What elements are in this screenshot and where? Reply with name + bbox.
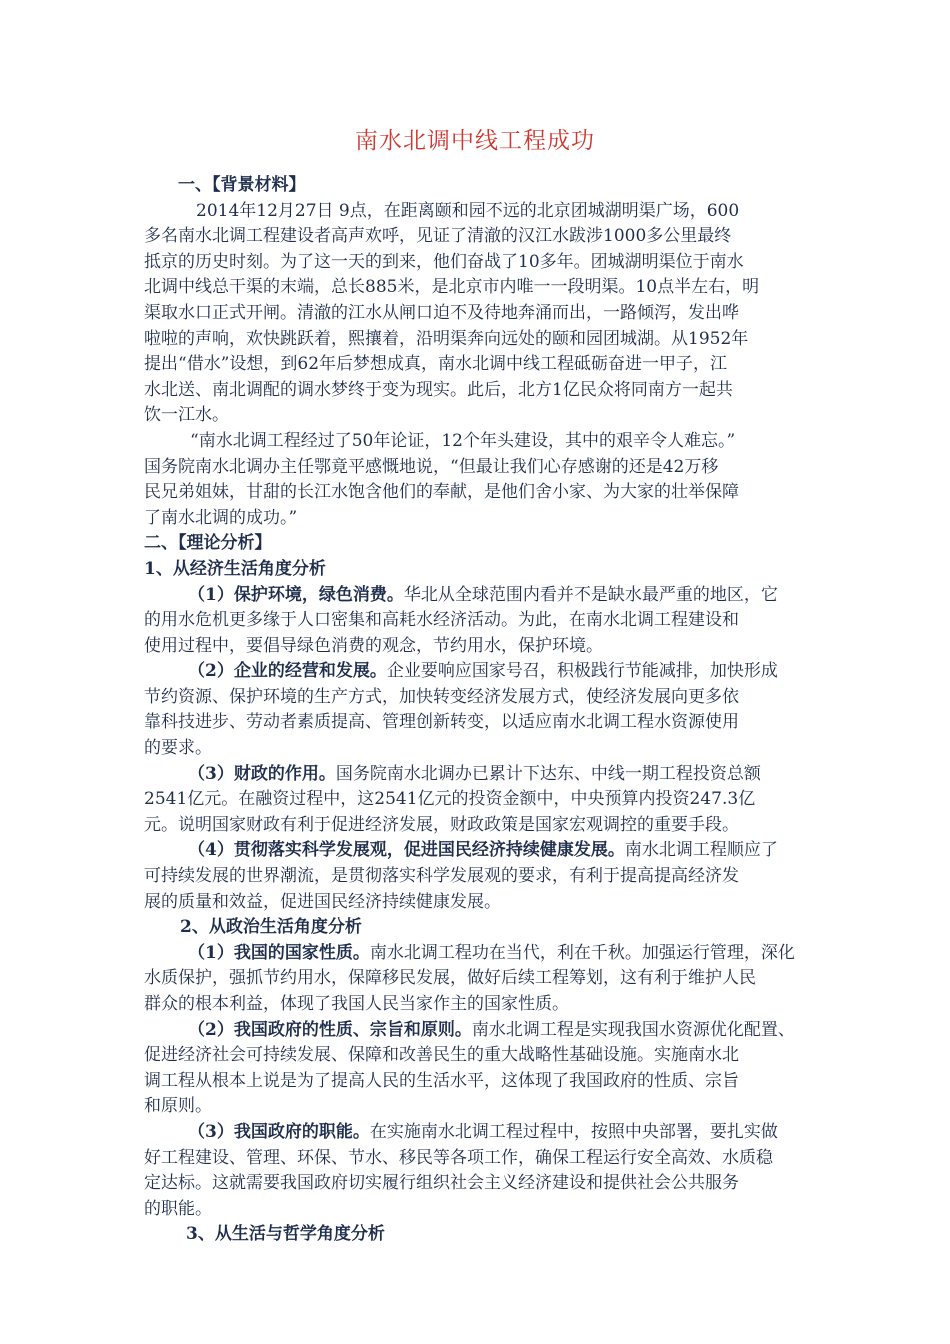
paragraph-line: 和原则。 (144, 1096, 212, 1117)
point-text: 国务院南水北调办已累计下达东、中线一期工程投资总额 (335, 763, 761, 784)
point-text: 南水北调工程顺应了 (624, 840, 778, 861)
paragraph-line: 的职能。 (144, 1198, 212, 1219)
paragraph-line: 节约资源、保护环境的生产方式，加快转变经济发展方式，使经济发展向更多依 (144, 686, 739, 707)
point-lead: （1）保护环境，绿色消费。 (188, 584, 404, 605)
quote-line: “南水北调工程经过了50年论证，12个年头建设，其中的艰辛令人难忘。” (190, 430, 736, 451)
paragraph-line: 调工程从根本上说是为了提高人民的生活水平，这体现了我国政府的性质、宗旨 (144, 1070, 739, 1091)
point-line (144, 838, 809, 864)
paragraph-line: 的用水危机更多缘于人口密集和高耗水经济活动。为此，在南水北调工程建设和 (144, 610, 739, 631)
paragraph-line: 多名南水北调工程建设者高声欢呼，见证了清澈的汉江水跋涉1000多公里最终 (144, 226, 732, 247)
paragraph-line: 元。说明国家财政有利于促进经济发展，财政政策是国家宏观调控的重要手段。 (144, 814, 739, 835)
paragraph-line: 使用过程中，要倡导绿色消费的观念，节约用水，保护环境。 (144, 635, 603, 656)
document-title: 南水北调中线工程成功 (355, 128, 595, 154)
document-body (144, 173, 809, 1248)
point-line (144, 659, 809, 685)
point-line (144, 583, 809, 609)
paragraph-line: 水北送、南北调配的调水梦终于变为现实。此后，北方1亿民众将同南方一起共 (144, 379, 733, 400)
subheading-political: 2、从政治生活角度分析 (180, 917, 362, 938)
point-lead: （2）我国政府的性质、宗旨和原则。 (188, 1019, 472, 1040)
paragraph-line: 饮一江水。 (144, 405, 229, 426)
point-text: 华北从全球范围内看并不是缺水最严重的地区，它 (403, 584, 778, 605)
section-heading-background: 一、【背景材料】 (178, 175, 306, 195)
point-text: 企业要响应国家号召，积极践行节能减排，加快形成 (386, 661, 778, 682)
point-line (144, 762, 809, 788)
point-text: 在实施南水北调工程过程中，按照中央部署，要扎实做 (369, 1121, 778, 1142)
paragraph-line: 北调中线总干渠的末端，总长885米，是北京市内唯一一段明渠。10点半左右，明 (144, 277, 760, 298)
paragraph-line: 啦啦的声响，欢快跳跃着，熙攘着，沿明渠奔向远处的颐和园团城湖。从1952年 (144, 328, 749, 349)
point-lead: （2）企业的经营和发展。 (188, 661, 387, 682)
subheading-economic: 1、从经济生活角度分析 (144, 558, 326, 579)
point-lead: （3）财政的作用。 (188, 763, 336, 784)
paragraph-line: 2014年12月27日 9点，在距离颐和园不远的北京团城湖明渠广场，600 (196, 200, 740, 221)
paragraph-line: 抵京的历史时刻。为了这一天的到来，他们奋战了10多年。团城湖明渠位于南水 (144, 251, 744, 272)
point-lead: （3）我国政府的职能。 (188, 1121, 370, 1142)
point-line (144, 1018, 809, 1044)
paragraph-line: 群众的根本利益，体现了我国人民当家作主的国家性质。 (144, 994, 569, 1014)
quote-line: 国务院南水北调办主任鄂竟平感慨地说，“但最让我们心存感谢的还是42万移 (144, 456, 719, 477)
paragraph-line: 2541亿元。在融资过程中，这2541亿元的投资金额中，中央预算内投资247.3亿 (144, 789, 756, 810)
paragraph-line: 水质保护，强抓节约用水，保障移民发展，做好后续工程筹划，这有利于维护人民 (144, 968, 756, 989)
paragraph-line: 渠取水口正式开闸。清澈的江水从闸口迫不及待地奔涌而出，一路倾泻，发出哗 (144, 302, 739, 323)
paragraph-line: 提出“借水”设想，到62年后梦想成真，南水北调中线工程砥砺奋进一甲子，江 (144, 354, 728, 375)
point-text: 南水北调工程是实现我国水资源优化配置、 (471, 1019, 795, 1040)
point-lead: （4）贯彻落实科学发展观，促进国民经济持续健康发展。 (188, 840, 625, 861)
paragraph-line: 靠科技进步、劳动者素质提高、管理创新转变，以适应南水北调工程水资源使用 (144, 712, 739, 733)
quote-line: 民兄弟姐妹，甘甜的长江水饱含他们的奉献，是他们舍小家、为大家的壮举保障 (144, 482, 739, 503)
point-text: 南水北调工程功在当代，利在千秋。加强运行管理，深化 (369, 942, 795, 963)
point-line (144, 1120, 809, 1146)
paragraph-line: 的要求。 (144, 738, 212, 759)
section-heading-analysis: 二、【理论分析】 (144, 533, 272, 554)
paragraph-line: 好工程建设、管理、环保、节水、移民等各项工作，确保工程运行安全高效、水质稳 (144, 1147, 773, 1168)
paragraph-line: 促进经济社会可持续发展、保障和改善民生的重大战略性基础设施。实施南水北 (144, 1045, 739, 1066)
paragraph-line: 可持续发展的世界潮流，是贯彻落实科学发展观的要求，有利于提高提高经济发 (144, 866, 739, 887)
subheading-philosophy: 3、从生活与哲学角度分析 (186, 1224, 385, 1245)
quote-line: 了南水北调的成功。” (144, 507, 298, 528)
paragraph-line: 展的质量和效益，促进国民经济持续健康发展。 (144, 891, 501, 912)
point-line (144, 941, 809, 967)
point-lead: （1）我国的国家性质。 (188, 942, 370, 963)
paragraph-line: 定达标。这就需要我国政府切实履行组织社会主义经济建设和提供社会公共服务 (144, 1173, 739, 1194)
